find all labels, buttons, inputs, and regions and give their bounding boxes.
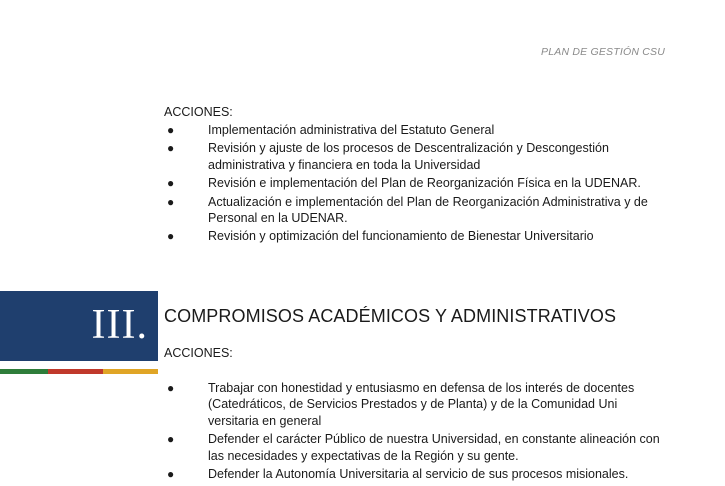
bullet-icon: ● <box>167 229 175 244</box>
actions-label-1: ACCIONES: <box>164 105 233 119</box>
list-item: ● Implementación administrativa del Estatuto General <box>167 123 495 137</box>
stripe-yellow <box>103 369 158 374</box>
actions-list-2 <box>164 380 669 484</box>
bullet-icon: ● <box>167 194 175 209</box>
bullet-icon: ● <box>167 141 175 156</box>
list-item: ● Revisión e implementación del Plan de Reorganización Física en la UDENAR. <box>167 176 641 191</box>
bullet-icon: ● <box>167 381 175 395</box>
bullet-icon: ● <box>167 123 175 137</box>
bullet-icon: ● <box>167 176 175 191</box>
list-item: ● Revisión y optimización del funcionamiento de Bienestar Universitario <box>167 229 594 244</box>
stripe-red <box>48 369 103 374</box>
section-title: COMPROMISOS ACADÉMICOS Y ADMINISTRATIVOS <box>164 306 617 326</box>
list-item: ● Defender el carácter Público de nuestra Universidad, en constante alineación con las necesidades y expectativas de la Región y su gente. <box>167 432 660 463</box>
section-number: III. <box>91 302 148 348</box>
list-item: ● Revisión y ajuste de los procesos de Descentralización y Descongestión administrativa y financiera en toda la Universidad <box>167 141 609 172</box>
list-item: ● Actualización e implementación del Plan de Reorganización Administrativa y de Personal en la UDENAR. <box>167 194 648 226</box>
list-item: ● Defender la Autonomía Universitaria al servicio de sus procesos misionales. <box>167 467 629 482</box>
list-item: ● Trabajar con honestidad y entusiasmo en defensa de los interés de docentes (Catedráticos, de Servicios Prestados y de Planta) y de la Comunidad Uni versitaria en general <box>167 381 635 428</box>
actions-list-1 <box>164 122 669 247</box>
bullet-icon: ● <box>167 467 175 482</box>
section-number-box <box>0 291 158 361</box>
actions-label-2: ACCIONES: <box>164 346 233 360</box>
bullet-icon: ● <box>167 432 175 447</box>
header-label: PLAN DE GESTIÓN CSU <box>541 46 665 58</box>
stripe-green <box>0 369 48 374</box>
